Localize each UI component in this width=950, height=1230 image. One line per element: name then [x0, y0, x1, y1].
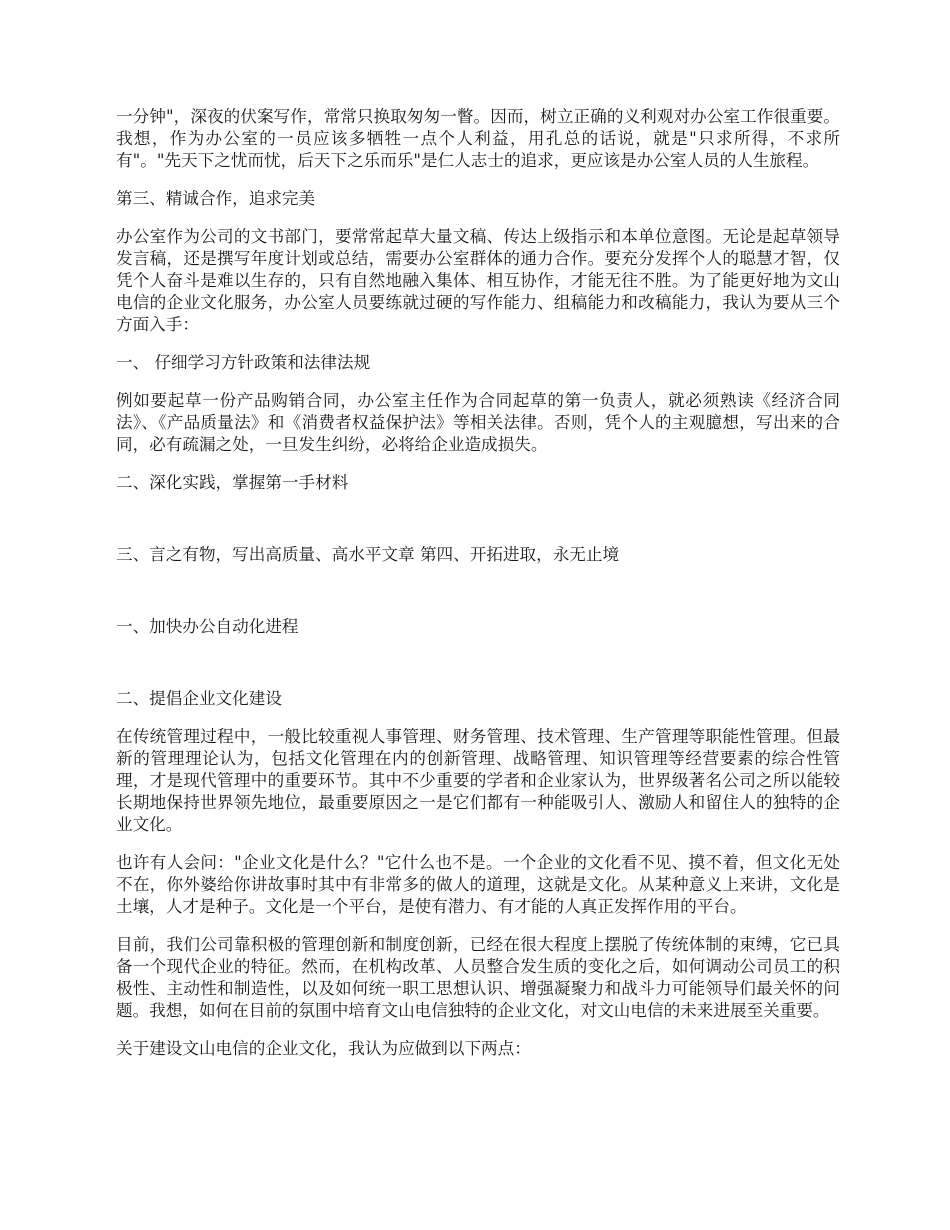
- paragraph-righteousness: 一分钟"，深夜的伏案写作，常常只换取匆匆一瞥。因而，树立正确的义利观对办公室工作很重要。我想，作为办公室的一员应该多牺牲一点个人利益，用孔总的话说，就是"只求所得，不求所有"。"先天下之忧而忧，后天下之乐而乐"是仁人志士的追求，更应该是办公室人员的人生旅程。: [116, 107, 840, 170]
- paragraph-what-is-culture: 也许有人会问："企业文化是什么？"它什么也不是。一个企业的文化看不见、摸不着，但文化无处不在，你外婆给你讲故事时其中有非常多的做人的道理，这就是文化。从某种意义上来讲，文化是土壤，人才是种子。文化是一个平台，是使有潜力、有才能的人真正发挥作用的平台。: [116, 853, 840, 916]
- document-page: [116, 106, 840, 1076]
- heading-office-automation: 一、加快办公自动化进程: [116, 617, 299, 636]
- paragraph-two-points: 关于建设文山电信的企业文化，我认为应做到以下两点：: [116, 1039, 531, 1058]
- heading-study-policy: 一、 仔细学习方针政策和法律法规: [116, 353, 371, 372]
- heading-corporate-culture: 二、提倡企业文化建设: [116, 689, 282, 708]
- heading-quality-writing: 三、言之有物，写出高质量、高水平文章 第四、开拓进取，永无止境: [116, 545, 620, 564]
- paragraph-current-situation: 目前，我们公司靠积极的管理创新和制度创新，已经在很大程度上摆脱了传统体制的束缚，它已具备一个现代企业的特征。然而，在机构改革、人员整合发生质的变化之后，如何调动公司员工的积极性、主动性和制造性，以及如何统一职工思想认识、增强凝聚力和战斗力可能领导们最关怀的问题。我想，如何在目前的氛围中培育文山电信独特的企业文化，对文山电信的未来进展至关重要。: [116, 935, 840, 1020]
- paragraph-contract-example: 例如要起草一份产品购销合同，办公室主任作为合同起草的第一负责人，就必须熟读《经济合同法》、《产品质量法》和《消费者权益保护法》等相关法律。否则，凭个人的主观臆想，写出来的合同，必有疏漏之处，一旦发生纠纷，必将给企业造成损失。: [116, 391, 840, 454]
- paragraph-traditional-management: 在传统管理过程中，一般比较重视人事管理、财务管理、技术管理、生产管理等职能性管理。但最新的管理理论认为，包括文化管理在内的创新管理、战略管理、知识管理等经营要素的综合性管理，才是现代管理中的重要环节。其中不少重要的学者和企业家认为，世界级著名公司之所以能较长期地保持世界领先地位，最重要原因之一是它们都有一种能吸引人、激励人和留住人的独特的企业文化。: [116, 727, 840, 834]
- heading-third-cooperation: 第三、精诚合作，追求完美: [116, 189, 316, 208]
- paragraph-office-writing: 办公室作为公司的文书部门，要常常起草大量文稿、传达上级指示和本单位意图。无论是起草领导发言稿，还是撰写年度计划或总结，需要办公室群体的通力合作。要充分发挥个人的聪慧才智，仅凭个人奋斗是难以生存的，只有自然地融入集体、相互协作，才能无往不胜。为了能更好地为文山电信的企业文化服务，办公室人员要练就过硬的写作能力、组稿能力和改稿能力，我认为要从三个方面入手：: [116, 227, 840, 334]
- heading-deepen-practice: 二、深化实践，掌握第一手材料: [116, 473, 349, 492]
